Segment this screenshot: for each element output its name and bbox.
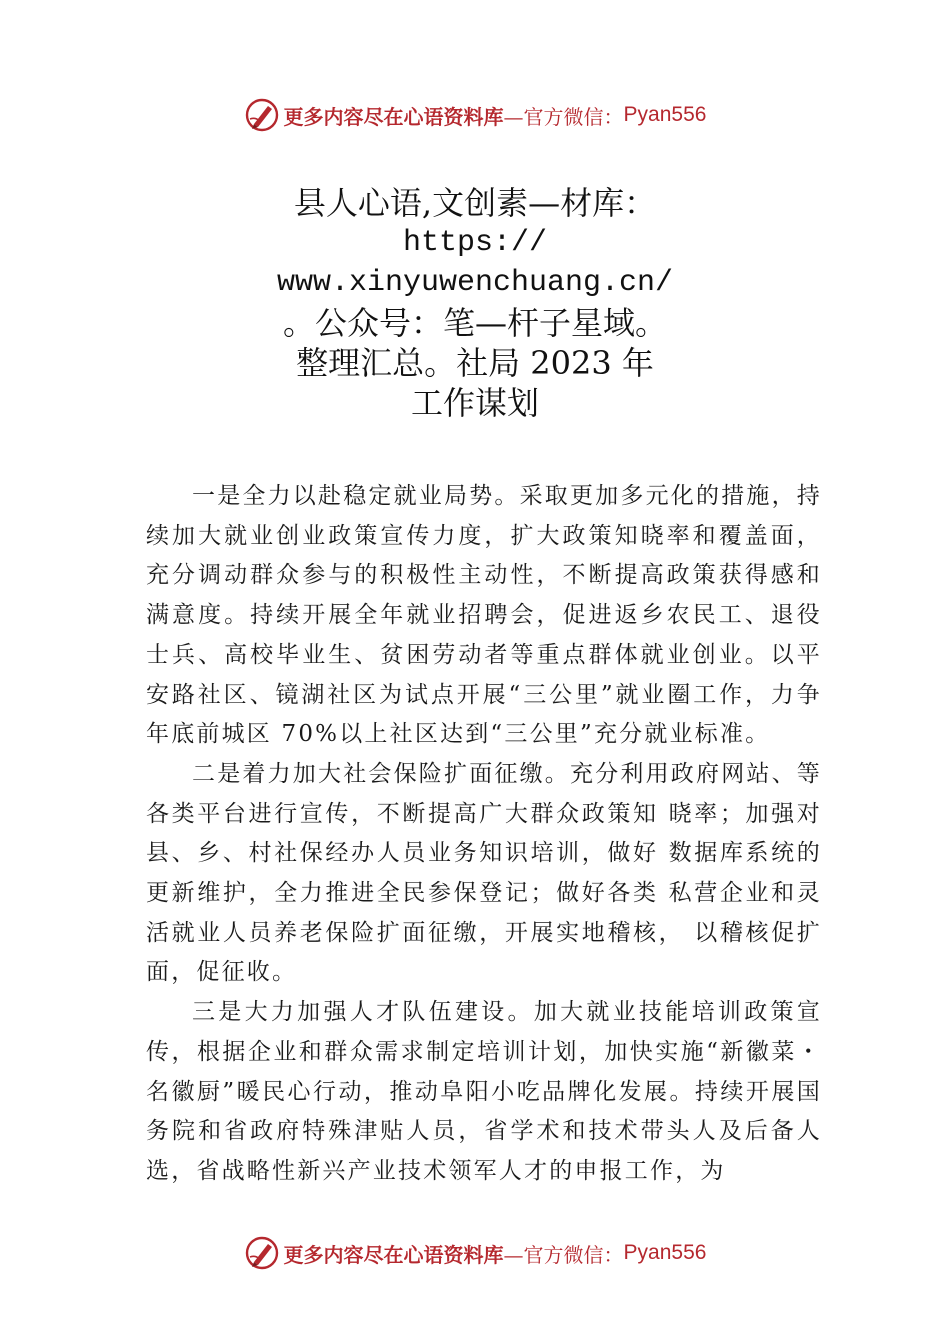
title-line-url: www.xinyuwenchuang.cn/ [276, 266, 674, 300]
title-line-url-scheme: https:// [402, 226, 548, 260]
document-title [0, 183, 950, 423]
footer-banner [0, 1231, 950, 1275]
banner-text-wechat-id: Pyan556 [623, 103, 707, 126]
pen-in-circle-logo-icon [244, 1235, 280, 1271]
title-line-1: 县人心语,文创素—材库： [293, 184, 657, 222]
banner-text-main: 更多内容尽在心语资料库 [283, 1242, 504, 1267]
paragraph-3: 三是大力加强人才队伍建设。加大就业技能培训政策宣传，根据企业和群众需求制定培训计划，加快实施“新徽菜・名徽厨”暖民心行动，推动阜阳小吃品牌化发展。持续开展国务院和省政府特殊津贴人员，省学术和技术带头人及后备人选，省战略性新兴产业技术领军人才的申报工作，为 [146, 999, 822, 1184]
pen-in-circle-logo-icon [244, 97, 280, 133]
header-banner [0, 93, 950, 137]
paragraph-1: 一是全力以赴稳定就业局势。采取更加多元化的措施，持续加大就业创业政策宣传力度，扩大政策知晓率和覆盖面，充分调动群众参与的积极性主动性，不断提高政策获得感和满意度。持续开展全年就业招聘会，促进返乡农民工、退役士兵、高校毕业生、贫困劳动者等重点群体就业创业。以平安路社区、镜湖社区为试点开展“三公里”就业圈工作，力争年底前城区 70%以上社区达到“三公里”充分就业标准。 [146, 483, 822, 748]
banner-text-wechat-label: —官方微信： [503, 1242, 624, 1267]
banner-text-main: 更多内容尽在心语资料库 [283, 104, 504, 129]
banner-text-wechat-label: —官方微信： [503, 104, 624, 129]
title-line-5: 整理汇总。社局 2023 年 [296, 344, 654, 382]
document-body [146, 477, 822, 1192]
banner-text-wechat-id: Pyan556 [623, 1241, 707, 1264]
title-line-6: 工作谋划 [410, 384, 539, 422]
title-line-4: 。公众号：笔—杆子星域。 [282, 304, 667, 342]
paragraph-2: 二是着力加大社会保险扩面征缴。充分利用政府网站、等各类平台进行宣传，不断提高广大群众政策知 晓率；加强对县、乡、村社保经办人员业务知识培训，做好 数据库系统的更新维护，全力推进全民参保登记；做好各类 私营企业和灵活就业人员养老保险扩面征缴，开展实地稽核， 以稽核促扩面，促征收。 [146, 760, 822, 986]
